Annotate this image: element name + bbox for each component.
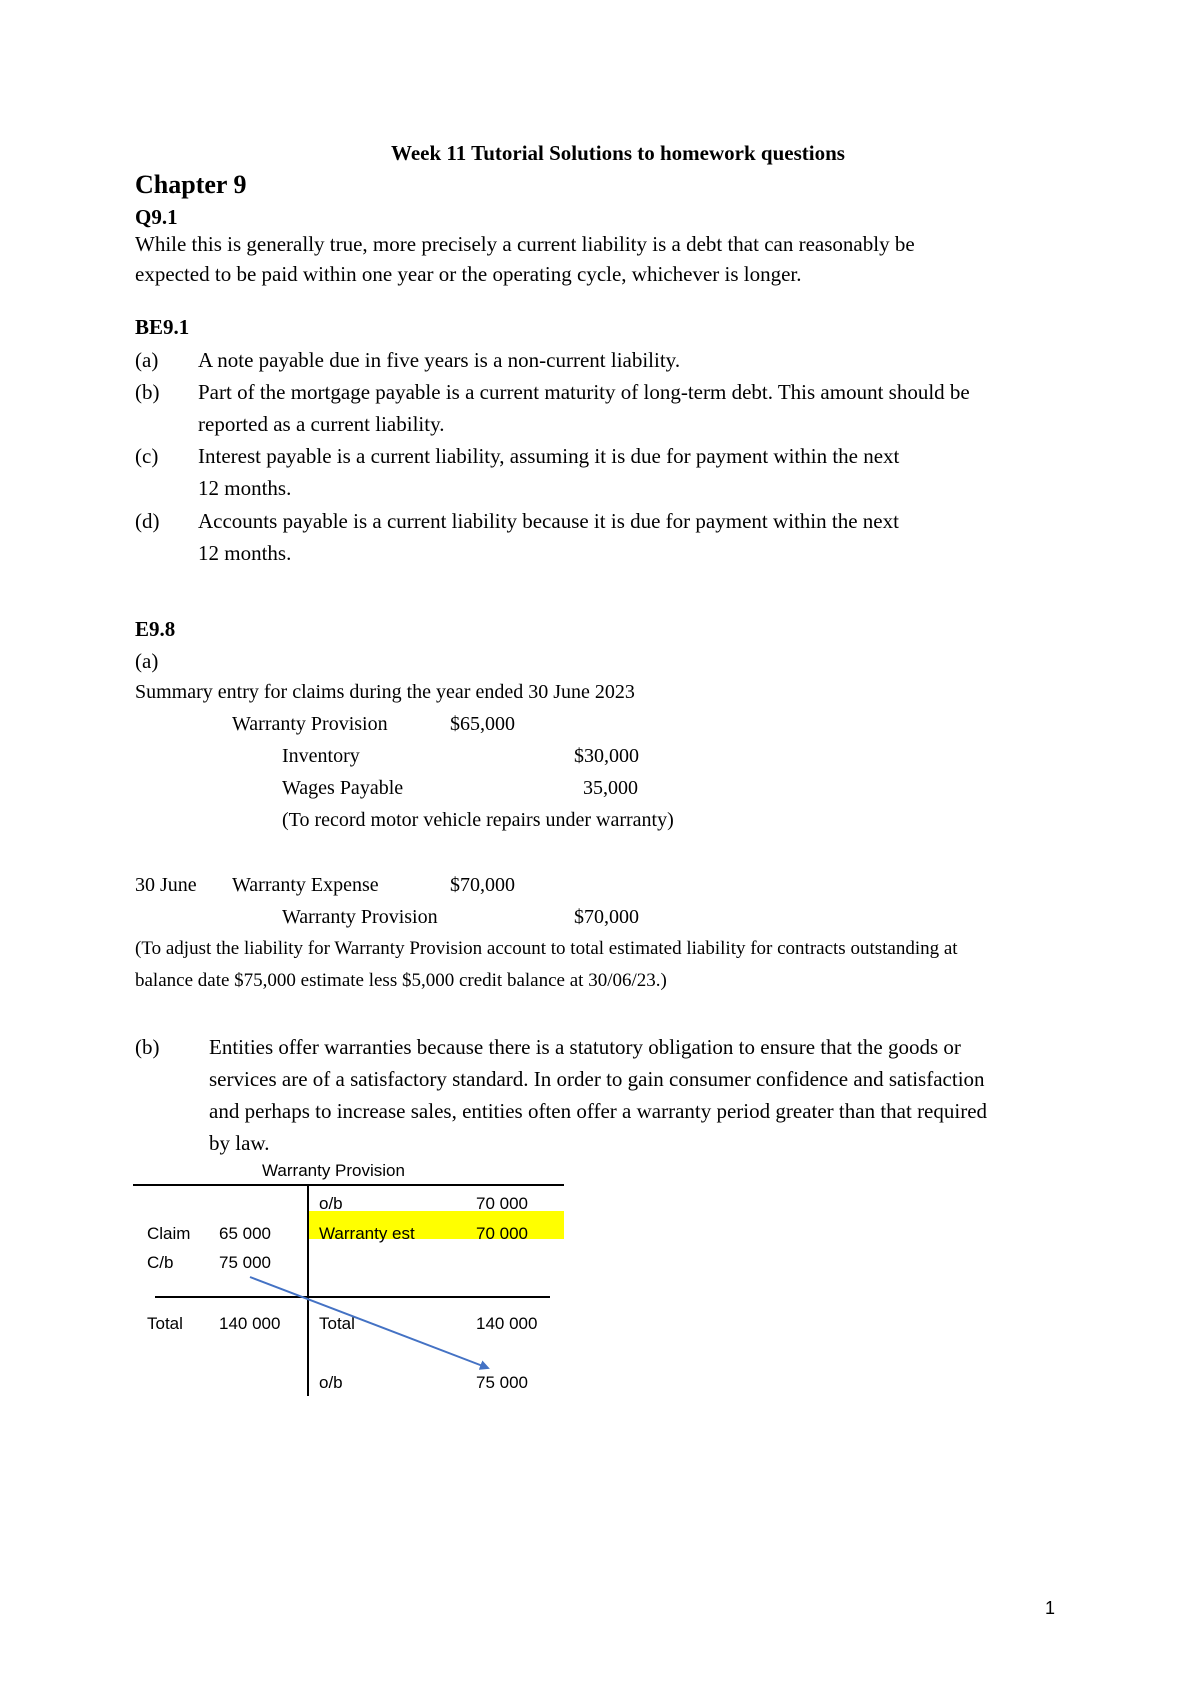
t-account-left-label-1: Claim — [147, 1224, 191, 1243]
entry2-narration-line2: balance date $75,000 estimate less $5,000 credit balance at 30/06/23.) — [135, 970, 667, 991]
t-account-right-amount-2: 70 000 — [476, 1224, 528, 1243]
e98-heading: E9.8 — [135, 617, 176, 641]
entry1-credit2-amount: 35,000 — [583, 777, 638, 799]
page-number: 1 — [1045, 1598, 1056, 1618]
chapter-heading: Chapter 9 — [135, 170, 247, 199]
t-account-right-label-1: o/b — [319, 1194, 343, 1213]
be91-item-a-text: A note payable due in five years is a non-current liability. — [198, 348, 681, 372]
entry2-narration-line1: (To adjust the liability for Warranty Provision account to total estimated liability for contracts outstanding at — [135, 938, 958, 959]
t-account-total-left-label: Total — [147, 1314, 183, 1333]
e98-part-b-line1: Entities offer warranties because there is a statutory obligation to ensure that the goods or — [209, 1035, 961, 1059]
e98-part-b-line3: and perhaps to increase sales, entities often offer a warranty period greater than that required — [209, 1099, 988, 1123]
be91-item-a-label: (a) — [135, 348, 159, 372]
q91-text-line2: expected to be paid within one year or the operating cycle, whichever is longer. — [135, 262, 802, 286]
e98-summary: Summary entry for claims during the year ended 30 June 2023 — [135, 681, 635, 703]
t-account-closing-amount: 75 000 — [476, 1373, 528, 1392]
t-account-right-label-2: Warranty est — [319, 1224, 415, 1243]
be91-heading: BE9.1 — [135, 315, 190, 339]
be91-item-d-label: (d) — [135, 509, 160, 533]
t-account-left-label-2: C/b — [147, 1253, 174, 1272]
q91-text-line1: While this is generally true, more precisely a current liability is a debt that can reasonably be — [135, 232, 915, 256]
entry1-credit2-account: Wages Payable — [282, 777, 404, 799]
be91-item-b-text-1: Part of the mortgage payable is a current maturity of long-term debt. This amount should be — [198, 380, 970, 404]
entry2-debit-account: Warranty Expense — [232, 874, 379, 896]
t-account-right-amount-1: 70 000 — [476, 1194, 528, 1213]
entry2-credit-account: Warranty Provision — [282, 906, 438, 928]
t-account-total-right-label: Total — [319, 1314, 355, 1333]
t-account-left-amount-1: 65 000 — [219, 1224, 271, 1243]
q91-heading: Q9.1 — [135, 205, 178, 229]
page-title: Week 11 Tutorial Solutions to homework questions — [391, 141, 845, 165]
be91-item-c-text-2: 12 months. — [198, 476, 292, 500]
entry1-credit1-amount: $30,000 — [574, 745, 639, 767]
t-account-total-right-amount: 140 000 — [476, 1314, 538, 1333]
t-account-total-left-amount: 140 000 — [219, 1314, 281, 1333]
be91-item-d-text-2: 12 months. — [198, 541, 292, 565]
entry1-narration: (To record motor vehicle repairs under warranty) — [282, 809, 674, 831]
e98-part-b-line2: services are of a satisfactory standard. In order to gain consumer confidence and satisfaction — [209, 1067, 985, 1091]
be91-item-b-label: (b) — [135, 380, 160, 404]
entry1-credit1-account: Inventory — [282, 745, 360, 767]
be91-item-c-label: (c) — [135, 444, 159, 468]
t-account-title: Warranty Provision — [262, 1161, 405, 1180]
t-account-left-amount-2: 75 000 — [219, 1253, 271, 1272]
e98-part-b-label: (b) — [135, 1035, 160, 1059]
entry2-date: 30 June — [135, 874, 197, 896]
entry2-debit-amount: $70,000 — [450, 874, 515, 896]
t-account-closing-label: o/b — [319, 1373, 343, 1392]
entry1-debit-account: Warranty Provision — [232, 713, 388, 735]
entry1-debit-amount: $65,000 — [450, 713, 515, 735]
be91-item-d-text-1: Accounts payable is a current liability because it is due for payment within the next — [198, 509, 899, 533]
be91-item-b-text-2: reported as a current liability. — [198, 412, 445, 436]
be91-item-c-text-1: Interest payable is a current liability, assuming it is due for payment within the next — [198, 444, 900, 468]
entry2-credit-amount: $70,000 — [574, 906, 639, 928]
carry-down-arrow-icon — [240, 1270, 500, 1380]
e98-part-b-line4: by law. — [209, 1131, 270, 1155]
t-account-top-rule — [133, 1184, 564, 1186]
e98-part-a-label: (a) — [135, 649, 159, 673]
